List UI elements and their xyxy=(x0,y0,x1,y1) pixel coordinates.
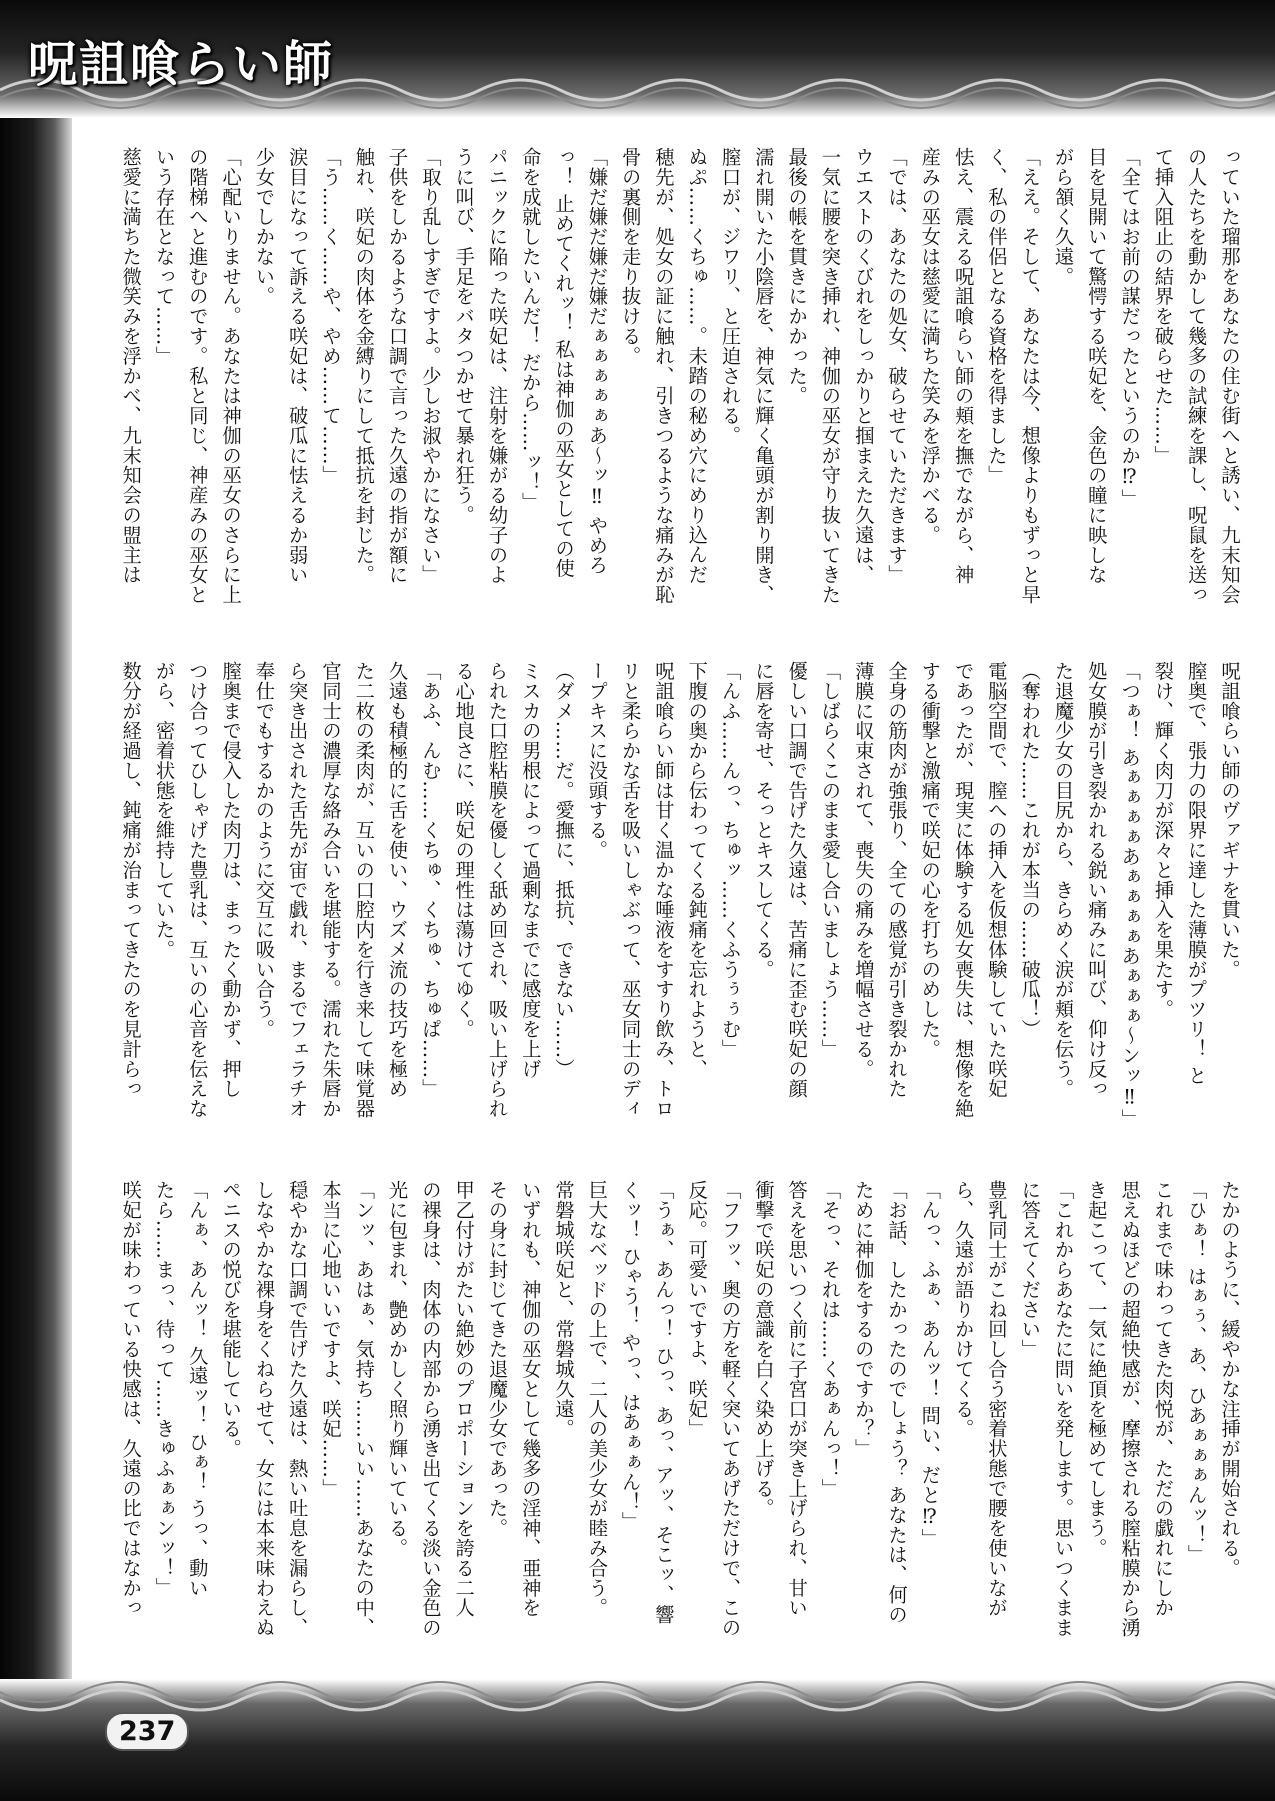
text-line: 穂先が、処女の証に触れ、引きつるような痛みが恥 xyxy=(651,147,675,605)
text-line: 処女膜が引き裂かれる鋭い痛みに叫び、仰け反っ xyxy=(1084,661,1108,1099)
text-line: 「あふ、んむ……くちゅ、くちゅ、ちゅぱ……」 xyxy=(418,661,442,1099)
text-line: その身に封じてきた退魔少女であった。 xyxy=(485,1180,509,1539)
text-line: の人たちを動かして幾多の試練を課し、呪鼠を送っ xyxy=(1184,147,1208,605)
text-line: がら頷く久遠。 xyxy=(1051,147,1075,287)
text-block-middle xyxy=(86,661,1246,1176)
text-line: ぬぷ……くちゅ……。未踏の秘め穴にめり込んだ xyxy=(685,147,709,585)
text-line: 「心配いりません。あなたは神伽の巫女のさらに上 xyxy=(219,147,243,605)
text-line: 咲妃が味わっている快感は、久遠の比ではなかっ xyxy=(119,1180,143,1618)
text-line: （奪われた……これが本当の……破瓜！） xyxy=(1018,661,1042,1039)
text-line: 骨の裏側を走り抜ける。 xyxy=(618,147,642,366)
text-line: たかのように、緩やかな注挿が開始される。 xyxy=(1218,1180,1241,1578)
text-line: っ！ 止めてくれッ！ 私は神伽の巫女としての使 xyxy=(552,147,576,579)
text-line: 裂け、輝く肉刀が深々と挿入を果たす。 xyxy=(1151,661,1175,1020)
text-line: ら、久遠が語りかけてくる。 xyxy=(951,1180,975,1439)
text-line: 反応。可愛いですよ、咲妃」 xyxy=(685,1180,709,1439)
text-line: ープキスに没頭する。 xyxy=(585,661,609,860)
text-line: ウエストのくびれをしっかりと掴まえた久遠は、 xyxy=(851,147,875,585)
text-line: 「つぁ！ あぁぁぁぁあぁぁぁぁあぁぁぁ～ンッ‼」 xyxy=(1118,661,1142,1129)
text-line: 「では、あなたの処女、破らせていただきます」 xyxy=(885,147,909,585)
text-line: 常磐城咲妃と、常磐城久遠。 xyxy=(552,1180,576,1439)
text-line: た退魔少女の目尻から、きらめく涙が頬を伝う。 xyxy=(1051,661,1075,1099)
text-line: 「う……く……や、やめ……て……」 xyxy=(318,147,342,486)
text-line: 「全てはお前の謀だったというのか⁉」 xyxy=(1118,147,1142,509)
text-line: 涙目になって訴える咲妃は、破瓜に怯えるか弱い xyxy=(285,147,309,585)
text-line: 「そっ、それは……くあぁんっ！」 xyxy=(818,1180,842,1499)
text-line: 優しい口調で告げた久遠は、苦痛に歪む咲妃の顔 xyxy=(785,661,809,1099)
page-title: 呪詛喰らい師 xyxy=(28,35,335,93)
text-line: 「うぁ、あんっ！ ひっ、あっ、アッ、そこッ、響 xyxy=(651,1180,675,1625)
text-line: これまで味わってきた肉悦が、ただの戯れにしか xyxy=(1151,1180,1175,1618)
text-line: 「ンッ、あはぁ、気持ち……いい……あなたの中、 xyxy=(352,1180,376,1638)
text-line: いずれも、神伽の巫女として幾多の淫神、亜神を xyxy=(518,1180,542,1618)
text-line: 官同士の濃厚な絡み合いを堪能する。濡れた朱唇か xyxy=(318,661,342,1119)
text-line: 呪詛喰らい師は甘く温かな唾液をすすり飲み、トロ xyxy=(651,661,675,1119)
text-line: 膣奥まで侵入した肉刀は、まったく動かず、押し xyxy=(219,661,243,1099)
text-line: 目を見開いて驚愕する咲妃を、金色の瞳に映しな xyxy=(1084,147,1108,585)
text-line: リと柔らかな舌を吸いしゃぶって、巫女同士のディ xyxy=(618,661,642,1119)
text-line: 下腹の奥から伝わってくる鈍痛を忘れようと、 xyxy=(685,661,709,1079)
text-line: 薄膜に収束されて、喪失の痛みを増幅させる。 xyxy=(851,661,875,1079)
text-line: 「フフッ、奥の方を軽く突いてあげただけで、この xyxy=(718,1180,742,1638)
text-line: 久遠も積極的に舌を使い、ウズメ流の技巧を極め xyxy=(385,661,409,1099)
text-line: 「ひぁ！ はぁぅ、あ、ひあぁぁぁんッ！」 xyxy=(1184,1180,1208,1565)
text-line: 一気に腰を突き挿れ、神伽の巫女が守り抜いてきた xyxy=(818,147,842,605)
text-line: の裸身は、肉体の内部から湧き出てくる淡い金色の xyxy=(418,1180,442,1638)
text-block-bottom xyxy=(86,1180,1246,1675)
text-line: 数分が経過し、鈍痛が治まってきたのを見計らっ xyxy=(119,661,143,1099)
text-line: 穏やかな口調で告げた久遠は、熱い吐息を漏らし、 xyxy=(285,1180,309,1638)
text-line: た二枚の柔肉が、互いの口腔内を行き来して味覚器 xyxy=(352,661,376,1119)
text-line: ら突き出された舌先が宙で戯れ、まるでフェラチオ xyxy=(285,661,309,1119)
text-line: 濡れ開いた小陰唇を、神気に輝く亀頭が割り開き、 xyxy=(751,147,775,605)
text-line: 甲乙付けがたい絶妙のプロポーションを誇る二人 xyxy=(452,1180,476,1618)
text-line: であったが、現実に体験する処女喪失は、想像を絶 xyxy=(951,661,975,1119)
ornament-band-bottom xyxy=(0,1680,1275,1720)
text-line: がら、密着状態を維持していた。 xyxy=(152,661,176,960)
text-line: ミスカの男根によって過剰なまでに感度を上げ xyxy=(518,661,542,1079)
text-block-top xyxy=(86,147,1246,657)
text-line: うに叫び、手足をバタつかせて暴れ狂う。 xyxy=(452,147,476,525)
text-line: パニックに陥った咲妃は、注射を嫌がる幼子のよ xyxy=(485,147,509,585)
text-line: 少女でしかない。 xyxy=(252,147,276,307)
text-line: られた口腔粘膜を優しく舐め回され、吸い上げられ xyxy=(485,661,509,1119)
text-line: する衝撃と激痛で咲妃の心を打ちのめした。 xyxy=(918,661,942,1059)
text-line: に唇を寄せ、そっとキスしてくる。 xyxy=(751,661,775,980)
text-line: 豊乳同士がこね回し合う密着状態で腰を使いなが xyxy=(984,1180,1008,1618)
text-line: 全身の筋肉が強張り、全ての感覚が引き裂かれた xyxy=(885,661,909,1099)
text-line: の階梯へと進むのです。私と同じ、神産みの巫女と xyxy=(185,147,209,605)
text-line: （ダメ……だ。愛撫に、抵抗、できない……） xyxy=(552,661,576,1079)
text-line: 電脳空間で、膣への挿入を仮想体験していた咲妃 xyxy=(984,661,1008,1099)
text-line: き起こって、一気に絶頂を極めてしまう。 xyxy=(1084,1180,1108,1558)
text-line: 「嫌だ嫌だ嫌だ嫌だぁぁぁぁぁあ～ッ‼ やめろ xyxy=(585,147,609,576)
text-line: 本当に心地いいですよ、咲妃……」 xyxy=(318,1180,342,1499)
text-line: 命を成就したいんだ！ だから……ッ！」 xyxy=(518,147,542,512)
text-line: 衝撃で咲妃の意識を白く染め上げる。 xyxy=(751,1180,775,1519)
text-line: 「取り乱しすぎですよ。少しお淑やかになさい」 xyxy=(418,147,442,585)
page-number: 237 xyxy=(105,1712,189,1751)
text-line: 慈愛に満ちた微笑みを浮かべ、九末知会の盟主は xyxy=(119,147,143,585)
text-line: 子供をしかるような口調で言った久遠の指が額に xyxy=(385,147,409,585)
text-line: 思えぬほどの超絶快感が、摩擦される膣粘膜から湧 xyxy=(1118,1180,1142,1638)
text-line: 膣口が、ジワリ、と圧迫される。 xyxy=(718,147,742,446)
text-line: く、私の伴侶となる資格を得ました」 xyxy=(984,147,1008,486)
text-line: に答えてください」 xyxy=(1018,1180,1042,1360)
text-line: 「んぁ、あんッ！ 久遠ッ！ ひぁ！ うっ、動い xyxy=(185,1180,209,1598)
text-line: る心地良さに、咲妃の理性は蕩けてゆく。 xyxy=(452,661,476,1039)
text-line: 光に包まれ、艶めかしく照り輝いている。 xyxy=(385,1180,409,1558)
text-line: 「んっ、ふぁ、あんッ！ 問い、だと⁉」 xyxy=(918,1180,942,1549)
text-line: ペニスの悦びを堪能している。 xyxy=(219,1180,243,1459)
text-line: いう存在となって……」 xyxy=(152,147,176,366)
text-line: 巨大なベッドの上で、二人の美少女が睦み合う。 xyxy=(585,1180,609,1618)
text-line: 奉仕でもするかのように交互に吸い合う。 xyxy=(252,661,276,1039)
text-line: たら……まっ、待って……きゅふぁぁンッ！」 xyxy=(152,1180,176,1598)
text-line: しなやかな裸身をくねらせて、女には本来味わえぬ xyxy=(252,1180,276,1638)
text-line: 「これからあなたに問いを発します。思いつくまま xyxy=(1051,1180,1075,1638)
text-line: 産みの巫女は慈愛に満ちた笑みを浮かべる。 xyxy=(918,147,942,545)
text-line: 膣奥で、張力の限界に達した薄膜がプツリ！ と xyxy=(1184,661,1208,1086)
text-line: 「しばらくこのまま愛し合いましょう……」 xyxy=(818,661,842,1059)
text-line: 触れ、咲妃の肉体を金縛りにして抵抗を封じた。 xyxy=(352,147,376,585)
text-line: 呪詛喰らい師のヴァギナを貫いた。 xyxy=(1218,661,1241,980)
text-line: 怯え、震える呪詛喰らい師の頬を撫でながら、神 xyxy=(951,147,975,585)
text-line: っていた瑠那をあなたの住む街へと誘い、九末知会 xyxy=(1218,147,1241,605)
text-line: 答えを思いつく前に子宮口が突き上げられ、甘い xyxy=(785,1180,809,1618)
text-line: ために神伽をするのですか？」 xyxy=(851,1180,875,1459)
text-line: 「ええ。そして、あなたは今、想像よりもずっと早 xyxy=(1018,147,1042,605)
text-line: 最後の帳を貫きにかかった。 xyxy=(785,147,809,406)
text-line: つけ合ってひしゃげた豊乳は、互いの心音を伝えな xyxy=(185,661,209,1119)
text-line: て挿入阻止の結界を破らせた……」 xyxy=(1151,147,1175,466)
text-line: くッ！ ひゃう！ やっ、はあぁぁん！」 xyxy=(618,1180,642,1532)
decorative-frame-left xyxy=(0,0,72,1801)
text-line: 「お話、したかったのでしょう？ あなたは、何の xyxy=(885,1180,909,1625)
text-line: 「んふ……んっ、ちゅッ……くふうぅぅむ」 xyxy=(718,661,742,1059)
